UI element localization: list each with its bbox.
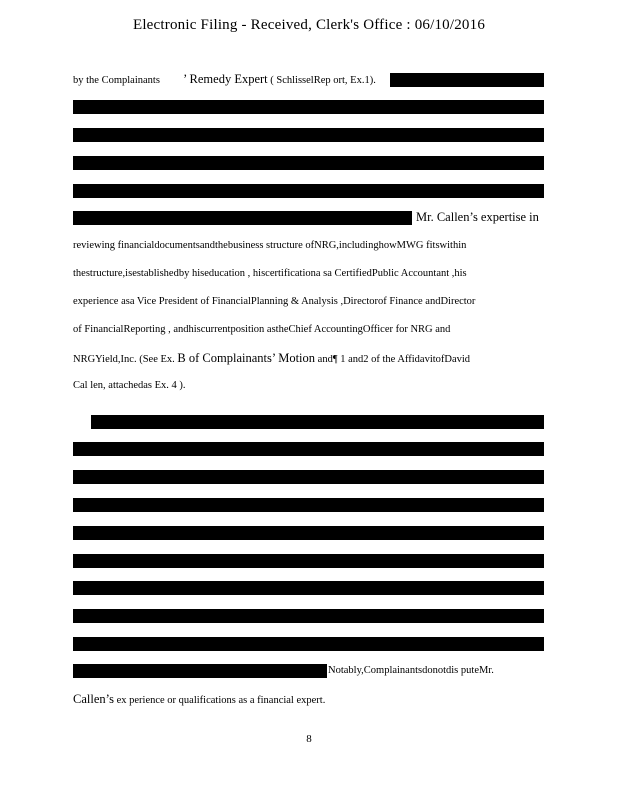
redaction-bar [73, 554, 544, 568]
text-line: thestructure,isestablishedby hiseducation , hiscertificationa sa CertifiedPublic Accountant ,his [73, 268, 467, 279]
redaction-bar [73, 128, 544, 142]
text-line: Mr. Callen’s expertise in [416, 210, 539, 224]
text-line: of FinancialReporting , andhiscurrentposition astheChief AccountingOfficer for NRG and [73, 324, 451, 335]
text-fragment: by the Complainants [73, 75, 160, 86]
text-fragment: NRGYield,Inc. (See Ex. [73, 354, 175, 365]
text-line: Cal len, attachedas Ex. 4 ). [73, 380, 186, 391]
redaction-bar [73, 609, 544, 623]
text-fragment: Callen’s [73, 692, 114, 706]
redaction-bar [73, 442, 544, 456]
text-line [73, 351, 470, 367]
text-line [73, 72, 397, 88]
text-fragment: and¶ 1 and2 of the AffidavitofDavid [317, 354, 471, 365]
text-line: Notably,Complainantsdonotdis puteMr. [328, 665, 494, 676]
text-line [73, 692, 325, 708]
redaction-bar [91, 415, 544, 429]
text-fragment: ( SchlisselRep ort, Ex.1). [270, 75, 376, 86]
redaction-bar [73, 156, 544, 170]
redaction-bar [73, 637, 544, 651]
text-fragment: ’ Remedy Expert [183, 72, 268, 86]
text-line: reviewing financialdocumentsandthebusiness structure ofNRG,includinghowMWG fitswithin [73, 240, 467, 251]
redaction-bar [390, 73, 544, 87]
filing-header: Electronic Filing - Received, Clerk's Office : 06/10/2016 [132, 17, 486, 33]
redaction-bar [73, 526, 544, 540]
redaction-bar [73, 184, 544, 198]
redaction-bar [73, 581, 544, 595]
text-fragment: ex perience or qualifications as a financial expert. [116, 695, 326, 706]
redaction-bar [73, 470, 544, 484]
redaction-bar [73, 100, 544, 114]
redaction-bar [73, 211, 412, 225]
text-line: experience asa Vice President of FinancialPlanning & Analysis ,Directorof Finance andDirector [73, 296, 476, 307]
redaction-bar [73, 498, 544, 512]
page-number: 8 [306, 733, 312, 745]
redaction-bar [73, 664, 327, 678]
text-fragment: B of Complainants’ Motion [177, 351, 316, 365]
